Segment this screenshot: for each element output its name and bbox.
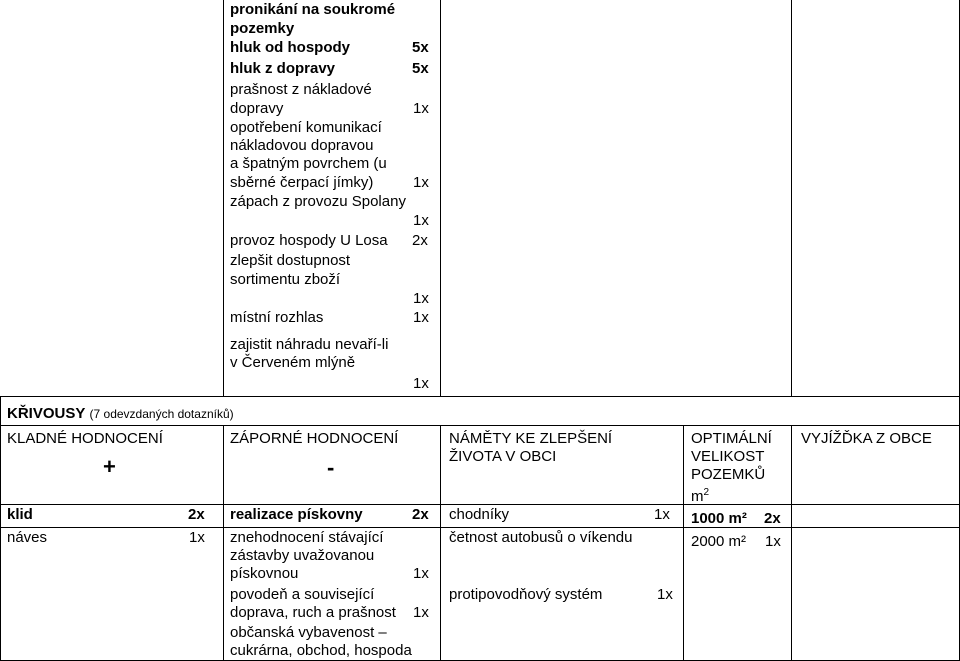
neg-row-4-line1: občanská vybavenost –: [230, 624, 387, 641]
neg-row-2-line2: zástavby uvažovanou: [230, 547, 375, 564]
upper-line-4: hluk z dopravy: [230, 60, 336, 77]
header-commute: VYJÍŽĎKA Z OBCE: [801, 430, 932, 447]
header-ideas-line2: ŽIVOTA V OBCI: [449, 448, 557, 465]
rule-col-1: [223, 425, 224, 661]
rule-upper-right: [791, 0, 792, 396]
plot-row-1-count: 2x: [764, 510, 781, 527]
section-title: KŘIVOUSY: [7, 405, 86, 422]
neg-row-2-line3: pískovnou: [230, 565, 299, 582]
plot-row-1-label: 1000 m²: [691, 510, 747, 527]
header-plot-line4: [691, 484, 709, 506]
upper-count-17: 1x: [413, 309, 429, 326]
upper-line-6: dopravy: [230, 100, 284, 117]
rule-col-3: [683, 425, 684, 661]
header-plot-line2: VELIKOST: [691, 448, 765, 465]
upper-line-9: a špatným povrchem (u: [230, 155, 387, 172]
header-plot-sup: 2: [703, 487, 710, 498]
upper-count-10: 1x: [413, 174, 429, 191]
neg-row-2-count: 1x: [413, 565, 429, 582]
plot-row-2-label: 2000 m²: [691, 533, 747, 550]
upper-line-7: opotřebení komunikací: [230, 119, 382, 136]
upper-line-14: zlepšit dostupnost: [230, 252, 351, 269]
header-ideas-line1: NÁMĚTY KE ZLEPŠENÍ: [449, 430, 613, 447]
header-plot-line1: OPTIMÁLNÍ: [691, 430, 772, 447]
upper-line-19: v Červeném mlýně: [230, 354, 356, 371]
upper-line-17: místní rozhlas: [230, 309, 324, 326]
upper-line-13: provoz hospody U Losa: [230, 232, 388, 249]
upper-line-11: zápach z provozu Spolany: [230, 193, 406, 210]
rule-h-425: [0, 425, 960, 426]
upper-line-1: pronikání na soukromé: [230, 1, 396, 18]
upper-count-20: 1x: [413, 375, 429, 392]
section-heading: [7, 405, 234, 423]
idea-row-3-count: 1x: [657, 586, 673, 603]
neg-row-1-label: realizace pískovny: [230, 506, 363, 523]
header-plot-line3: POZEMKŮ: [691, 466, 766, 483]
neg-row-3-count: 1x: [413, 604, 429, 621]
idea-row-3-label: protipovodňový systém: [449, 586, 603, 603]
upper-count-16: 1x: [413, 290, 429, 307]
upper-count-13: 2x: [412, 232, 428, 249]
upper-count-4: 5x: [412, 60, 429, 77]
neg-row-3-line1: povodeň a související: [230, 586, 375, 603]
neg-row-3-line2: doprava, ruch a prašnost: [230, 604, 396, 621]
section-subtitle: (7 odevzdaných dotazníků): [89, 407, 234, 421]
idea-row-1-count: 1x: [654, 506, 670, 523]
rule-upper-left: [223, 0, 224, 396]
upper-count-3: 5x: [412, 39, 429, 56]
upper-count-12: 1x: [413, 212, 429, 229]
upper-line-18: zajistit náhradu nevaří-li: [230, 336, 389, 353]
header-negative: ZÁPORNÉ HODNOCENÍ: [230, 430, 399, 447]
upper-line-15: sortimentu zboží: [230, 271, 341, 288]
header-negative-sign: -: [327, 455, 335, 480]
header-plot-unit: m: [691, 488, 704, 505]
upper-line-8: nákladovou dopravou: [230, 137, 374, 154]
idea-row-2-label: četnost autobusů o víkendu: [449, 529, 633, 546]
rule-h-504: [0, 504, 960, 505]
rule-col-4: [791, 425, 792, 661]
rule-upper-mid: [440, 0, 441, 396]
header-positive-sign: +: [103, 454, 116, 479]
header-positive: KLADNÉ HODNOCENÍ: [7, 430, 163, 447]
upper-line-10: sběrné čerpací jímky): [230, 174, 374, 191]
upper-line-3: hluk od hospody: [230, 39, 350, 56]
pos-row-1-count: 2x: [188, 506, 205, 523]
pos-row-2-label: náves: [7, 529, 48, 546]
rule-h-527: [0, 527, 960, 528]
pos-row-1-label: klid: [7, 506, 33, 523]
rule-left-edge: [0, 396, 1, 661]
neg-row-2-line1: znehodnocení stávající: [230, 529, 384, 546]
pos-row-2-count: 1x: [189, 529, 205, 546]
rule-h-396: [0, 396, 960, 397]
plot-row-2-count: 1x: [765, 533, 781, 550]
neg-row-4-line2: cukrárna, obchod, hospoda: [230, 642, 412, 659]
upper-line-2: pozemky: [230, 20, 295, 37]
rule-col-2: [440, 425, 441, 661]
idea-row-1-label: chodníky: [449, 506, 510, 523]
upper-line-5: prašnost z nákladové: [230, 81, 372, 98]
upper-count-6: 1x: [413, 100, 429, 117]
neg-row-1-count: 2x: [412, 506, 429, 523]
